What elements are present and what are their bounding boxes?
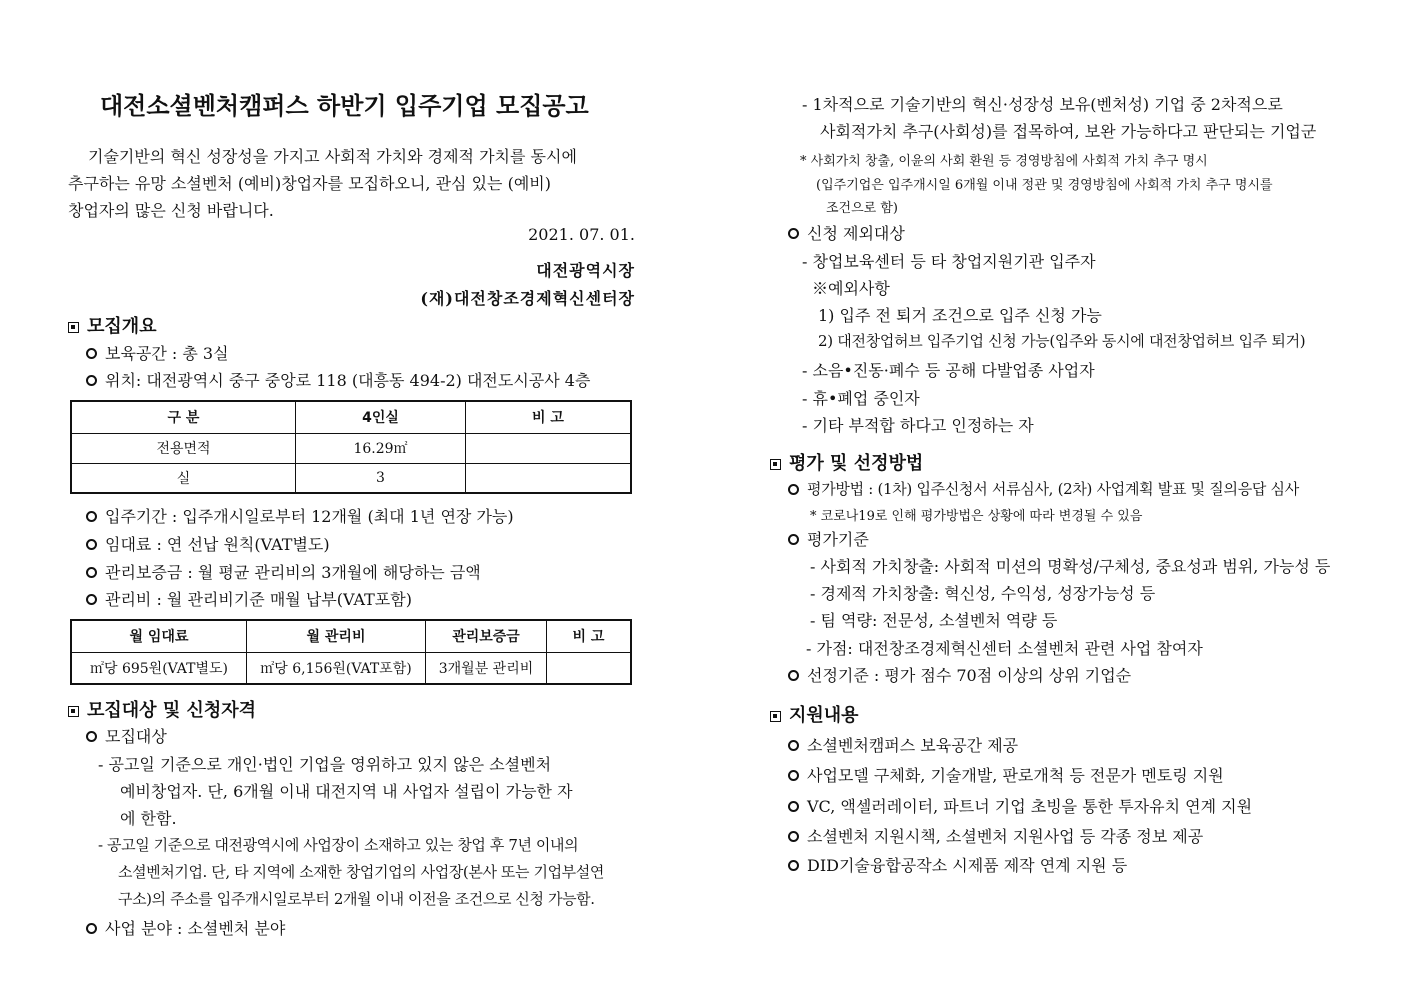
support-item: 소셜벤처 지원시책, 소셜벤처 지원사업 등 각종 정보 제공 <box>788 824 1203 847</box>
intro-line: 추구하는 유망 소셜벤처 (예비)창업자를 모집하오니, 관심 있는 (예비) <box>68 174 551 193</box>
table-header: 월 관리비 <box>247 620 426 652</box>
table-header: 비 고 <box>547 620 632 652</box>
overview-item: 입주기간 : 입주개시일로부터 12개월 (최대 1년 연장 가능) <box>86 504 514 527</box>
social-note: (입주기업은 입주개시일 6개월 이내 정관 및 경영방침에 사회적 가치 추구 명시를 <box>816 178 1273 193</box>
eligibility-line: 에 한함. <box>120 809 177 828</box>
table-row <box>71 463 631 493</box>
exclusion-item: - 창업보육센터 등 타 창업지원기관 입주자 <box>802 252 1096 271</box>
table-cell <box>547 652 632 684</box>
exclusion-item: - 기타 부적합 하다고 인정하는 자 <box>802 416 1034 435</box>
exclusion-item: 2) 대전창업허브 입주기업 신청 가능(입주와 동시에 대전창업허브 입주 퇴거) <box>818 332 1306 350</box>
criteria-label: 평가기준 <box>788 527 869 550</box>
exclusion-item: ※예외사항 <box>812 279 890 298</box>
circle-bullet-icon <box>788 801 799 812</box>
eligibility-line: 예비창업자. 단, 6개월 이내 대전지역 내 사업자 설립이 가능한 자 <box>120 782 573 801</box>
circle-bullet-icon <box>86 594 97 605</box>
section-overview: 모집개요 <box>68 312 157 338</box>
social-note: * 사회가치 창출, 이윤의 사회 환원 등 경영방침에 사회적 가치 추구 명시 <box>800 154 1208 169</box>
exclusion-item: 1) 입주 전 퇴거 조건으로 입주 신청 가능 <box>818 306 1102 325</box>
overview-space: 보육공간 : 총 3실 <box>86 341 229 364</box>
circle-bullet-icon <box>788 484 799 495</box>
exclusion-item: - 소음•진동·폐수 등 공해 다발업종 사업자 <box>802 361 1095 380</box>
social-note: 조건으로 함) <box>826 201 898 216</box>
circle-bullet-icon <box>86 923 97 934</box>
circle-bullet-icon <box>86 731 97 742</box>
table-cell: ㎡당 695원(VAT별도) <box>71 652 247 684</box>
overview-location: 위치: 대전광역시 중구 중앙로 118 (대흥동 494-2) 대전도시공사 4층 <box>86 368 590 391</box>
table-cell: 실 <box>71 463 296 493</box>
section-evaluation: 평가 및 선정방법 <box>770 449 923 475</box>
support-item: 소셜벤처캠퍼스 보육공간 제공 <box>788 733 1018 756</box>
evaluation-method: 평가방법 : (1차) 입주신청서 서류심사, (2차) 사업계획 발표 및 질의응답 심사 <box>788 478 1299 499</box>
criteria-item: - 사회적 가치창출: 사회적 미션의 명확성/구체성, 중요성과 범위, 가능성 등 <box>810 557 1331 576</box>
circle-bullet-icon <box>788 770 799 781</box>
criteria-item: - 경제적 가치창출: 혁신성, 수익성, 성장가능성 등 <box>810 584 1156 603</box>
square-bullet-icon <box>770 711 781 722</box>
circle-bullet-icon <box>788 831 799 842</box>
circle-bullet-icon <box>788 740 799 751</box>
circle-bullet-icon <box>86 539 97 550</box>
circle-bullet-icon <box>86 375 97 386</box>
overview-item: 임대료 : 연 선납 원칙(VAT별도) <box>86 532 330 555</box>
table-cell <box>466 463 632 493</box>
table-cell: ㎡당 6,156원(VAT포함) <box>247 652 426 684</box>
circle-bullet-icon <box>86 348 97 359</box>
target-line: - 1차적으로 기술기반의 혁신·성장성 보유(벤처성) 기업 중 2차적으로 <box>802 95 1283 114</box>
page-title: 대전소셜벤처캠퍼스 하반기 입주기업 모집공고 <box>100 92 589 120</box>
circle-bullet-icon <box>788 534 799 545</box>
eligibility-line: - 공고일 기준으로 대전광역시에 사업장이 소재하고 있는 창업 후 7년 이내의 <box>98 836 579 854</box>
table-cell: 3 <box>296 463 466 493</box>
eligibility-line: 구소)의 주소를 입주개시일로부터 2개월 이내 이전을 조건으로 신청 가능함. <box>118 890 595 908</box>
table-header: 4인실 <box>296 401 466 433</box>
square-bullet-icon <box>68 706 79 717</box>
circle-bullet-icon <box>788 228 799 239</box>
business-field: 사업 분야 : 소셜벤처 분야 <box>86 916 285 939</box>
target-line: 사회적가치 추구(사회성)를 접목하여, 보완 가능하다고 판단되는 기업군 <box>820 122 1317 141</box>
intro-line: 기술기반의 혁신 성장성을 가지고 사회적 가치와 경제적 가치를 동시에 <box>88 147 577 166</box>
table-cell: 3개월분 관리비 <box>426 652 547 684</box>
issuer-mayor: 대전광역시장 <box>536 261 635 280</box>
intro-line: 창업자의 많은 신청 바랍니다. <box>68 201 274 220</box>
evaluation-note: * 코로나19로 인해 평가방법은 상황에 따라 변경될 수 있음 <box>810 509 1143 524</box>
selection-criteria: 선정기준 : 평가 점수 70점 이상의 상위 기업순 <box>788 663 1131 686</box>
table-row <box>71 652 631 684</box>
square-bullet-icon <box>68 322 79 333</box>
table-header: 월 임대료 <box>71 620 247 652</box>
support-item: VC, 액셀러레이터, 파트너 기업 초빙을 통한 투자유치 연계 지원 <box>788 794 1252 817</box>
circle-bullet-icon <box>86 567 97 578</box>
section-support: 지원내용 <box>770 701 859 727</box>
room-table <box>70 400 632 494</box>
table-cell: 전용면적 <box>71 433 296 463</box>
criteria-item: - 가점: 대전창조경제혁신센터 소셜벤처 관련 사업 참여자 <box>806 639 1203 658</box>
square-bullet-icon <box>770 459 781 470</box>
eligibility-line: 소셜벤처기업. 단, 타 지역에 소재한 창업기업의 사업장(본사 또는 기업부설연 <box>118 863 604 881</box>
fee-table <box>70 619 632 685</box>
circle-bullet-icon <box>788 670 799 681</box>
criteria-item: - 팀 역량: 전문성, 소셜벤처 역량 등 <box>810 611 1058 630</box>
table-cell <box>466 433 632 463</box>
exclusion-item: - 휴•폐업 중인자 <box>802 389 920 408</box>
section-eligibility: 모집대상 및 신청자격 <box>68 696 256 722</box>
support-item: 사업모델 구체화, 기술개발, 판로개척 등 전문가 멘토링 지원 <box>788 763 1224 786</box>
circle-bullet-icon <box>86 511 97 522</box>
table-row <box>71 433 631 463</box>
table-header: 관리보증금 <box>426 620 547 652</box>
circle-bullet-icon <box>788 860 799 871</box>
support-item: DID기술융합공작소 시제품 제작 연계 지원 등 <box>788 853 1127 876</box>
table-header: 비 고 <box>466 401 632 433</box>
table-cell: 16.29㎡ <box>296 433 466 463</box>
target-label: 모집대상 <box>86 724 167 747</box>
overview-item: 관리비 : 월 관리비기준 매월 납부(VAT포함) <box>86 587 412 610</box>
issuer-center: (재)대전창조경제혁신센터장 <box>420 289 635 308</box>
notice-date: 2021. 07. 01. <box>528 225 635 244</box>
exclusion-label: 신청 제외대상 <box>788 221 905 244</box>
eligibility-line: - 공고일 기준으로 개인·법인 기업을 영위하고 있지 않은 소셜벤처 <box>98 755 552 774</box>
table-header: 구 분 <box>71 401 296 433</box>
overview-item: 관리보증금 : 월 평균 관리비의 3개월에 해당하는 금액 <box>86 560 481 583</box>
